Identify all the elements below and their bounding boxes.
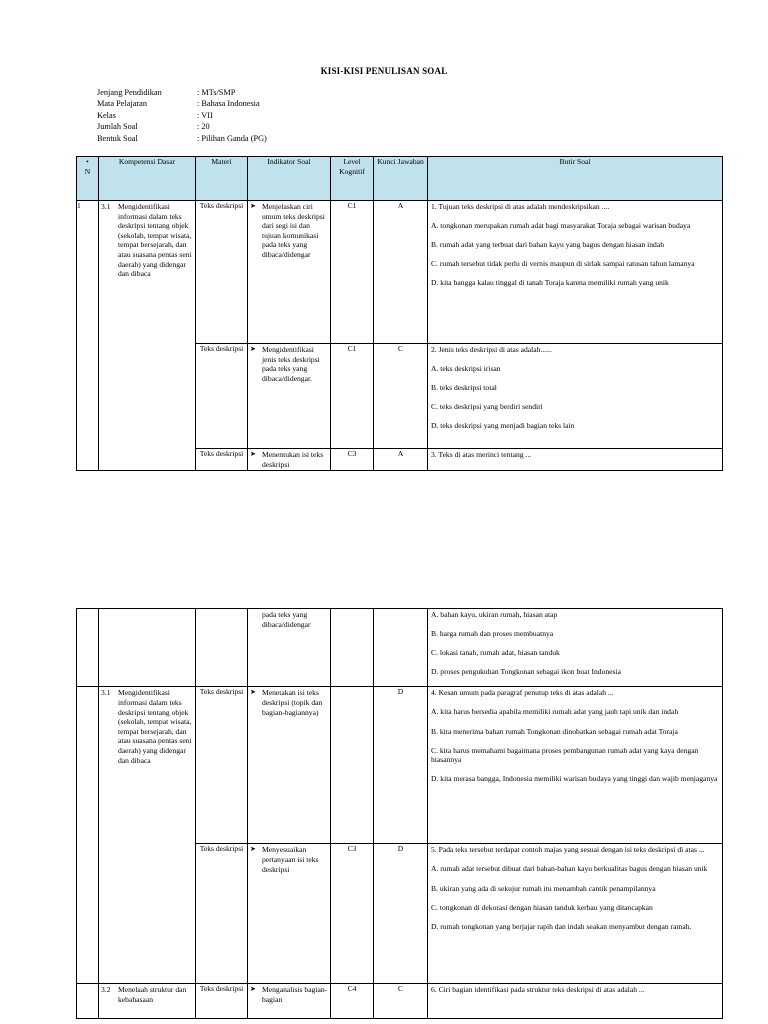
kd-text: Menelaah struktur dan kebahasaan bbox=[118, 985, 187, 1004]
header-level: Level Kognitif bbox=[331, 157, 374, 201]
header-indikator: Indikator Soal bbox=[248, 157, 331, 201]
option-text: C. tongkonan di dekorasi dengan hiasan tanduk kerbau yang ditancapkan bbox=[431, 902, 653, 912]
indikator-text: Menganalisis bagian-bagian bbox=[262, 985, 328, 1004]
indikator-text: pada teks yang dibaca/didengar bbox=[262, 610, 311, 629]
option-text: C. teks deskripsi yang berdiri sendiri bbox=[431, 402, 543, 412]
kunci-cell: D bbox=[374, 844, 428, 984]
question-text: 1. Tujuan teks deskripsi di atas adalah mendeskripsikan .... bbox=[431, 202, 610, 211]
butir-cell bbox=[428, 984, 723, 1019]
header-kunci: Kunci Jawaban bbox=[374, 157, 428, 201]
meta-key: Jenjang Pendidikan bbox=[97, 88, 162, 97]
table-row bbox=[77, 201, 723, 344]
kunci-cell: A bbox=[374, 449, 428, 471]
option-text: C. lokasi tanah, rumah adat, hiasan tanduk bbox=[431, 648, 560, 658]
option-text: A. teks deskripsi irisan bbox=[431, 364, 501, 374]
materi-cell: Teks deskripsi bbox=[196, 344, 248, 449]
indikator-text: Mengidentifikasi jenis teks deskripsi pada teks yang dibaca/didengar. bbox=[262, 345, 320, 383]
option-text: C. rumah tersebut tidak perlu di vernis maupun di sirlak sampai ratusan tahun lamanya bbox=[431, 259, 695, 269]
materi-cell: Teks deskripsi bbox=[196, 984, 248, 1019]
materi-cell: Teks deskripsi bbox=[196, 844, 248, 984]
question-text: 3. Teks di atas merinci tentang ... bbox=[431, 450, 532, 459]
option-text: B. kita menerima bahan rumah Tongkonan dinobatkan sebagai rumah adat Toraja bbox=[431, 726, 678, 736]
kd-number: 3.1 bbox=[101, 202, 111, 211]
kunci-cell: C bbox=[374, 984, 428, 1019]
option-text: A. bahan kayu, ukiran rumah, hiasan atap bbox=[431, 610, 558, 619]
option-text: D. rumah tongkonan yang berjajar rapih dan indah seakan menyambut dengan ramah. bbox=[431, 921, 692, 931]
question-text: 5. Pada teks tersebut terdapat contoh majas yang sesuai dengan isi teks deskripsi di atas ... bbox=[431, 845, 705, 855]
option-text: B. teks deskripsi total bbox=[431, 383, 497, 393]
kompetensi-cell bbox=[99, 984, 196, 1019]
materi-cell: Teks deskripsi bbox=[196, 201, 248, 344]
butir-cell bbox=[428, 687, 723, 844]
question-text: 2. Jenis teks deskripsi di atas adalah...... bbox=[431, 345, 552, 354]
level-cell: C4 bbox=[331, 984, 374, 1019]
indikator-cell bbox=[248, 844, 331, 984]
meta-value: : Bahasa Indonesia bbox=[197, 99, 260, 109]
level-cell bbox=[331, 687, 374, 844]
arrow-bullet-icon: ➤ bbox=[250, 202, 256, 210]
row-number bbox=[77, 609, 99, 687]
arrow-bullet-icon: ➤ bbox=[250, 985, 256, 994]
kunci-cell: D bbox=[374, 687, 428, 844]
table-row bbox=[77, 984, 723, 1019]
document-title: KISI-KISI PENULISAN SOAL bbox=[320, 66, 448, 76]
header-butir: Butir Soal bbox=[428, 157, 723, 201]
materi-cell: Teks deskripsi bbox=[196, 449, 248, 471]
indikator-cell bbox=[248, 449, 331, 471]
indikator-text: Menetakan isi teks deskripsi (topik dan bagian-bagiannya) bbox=[262, 688, 323, 717]
bullet-icon: • bbox=[86, 157, 89, 166]
indikator-cell bbox=[248, 201, 331, 344]
row-number bbox=[77, 687, 99, 984]
option-text: A. kita harus bersedia apabila memiliki rumah adat yang jauh tapi unik dan indah bbox=[431, 707, 679, 717]
kisi-table-page-2 bbox=[76, 608, 723, 1019]
kd-text: Mengidentifikasi informasi dalam teks deskripsi tentang objek (sekolah, tempat wisata, tempat bersejarah, dan atau suasana pentas seni daerah) yang didengar dan dibaca bbox=[118, 688, 192, 765]
meta-value: : Pilihan Ganda (PG) bbox=[197, 133, 267, 143]
level-cell bbox=[331, 609, 374, 687]
materi-cell bbox=[196, 609, 248, 687]
option-text: A. rumah adat tersebut dibuat dari bahan-bahan kayu berkualitas bagus dengan hiasan unik bbox=[431, 864, 708, 874]
arrow-bullet-icon: ➤ bbox=[250, 688, 256, 697]
option-text: A. tongkonan merupakan rumah adat bagi masyarakat Toraja sebagai warisan budaya bbox=[431, 221, 691, 231]
kompetensi-cell bbox=[99, 609, 196, 687]
meta-value: : 20 bbox=[197, 122, 210, 132]
kd-text: Mengidentifikasi informasi dalam teks deskripsi tentang objek (sekolah, tempat wisata, tempat bersejarah, dan atau suasana pentas seni daerah) yang didengar dan dibaca bbox=[118, 202, 192, 279]
butir-cell bbox=[428, 344, 723, 449]
arrow-bullet-icon: ➤ bbox=[250, 450, 256, 458]
indikator-cell bbox=[248, 344, 331, 449]
indikator-cell bbox=[248, 984, 331, 1019]
kunci-cell: A bbox=[374, 201, 428, 344]
indikator-text: Menyesuaikan pertanyaan isi teks deskripsi bbox=[262, 845, 319, 874]
document-meta bbox=[97, 87, 267, 144]
question-text: 4. Kesan umum pada paragraf penutup teks di atas adalah ... bbox=[431, 688, 614, 698]
meta-value: : MTs/SMP bbox=[197, 88, 236, 97]
arrow-bullet-icon: ➤ bbox=[250, 845, 256, 854]
table-row bbox=[77, 687, 723, 844]
kompetensi-cell bbox=[99, 687, 196, 984]
option-text: C. kita harus memahami bagaimana proses pembangunan rumah adat yang kaya dengan hiasannya bbox=[431, 745, 699, 765]
indikator-text: Menentukan isi teks deskripsi bbox=[262, 450, 324, 469]
row-number: 1 bbox=[77, 201, 99, 471]
question-text: 6. Ciri bagian identifikasi pada struktur teks deskripsi di atas adalah ... bbox=[431, 985, 645, 995]
level-cell: C3 bbox=[331, 449, 374, 471]
kunci-cell bbox=[374, 609, 428, 687]
header-materi: Materi bbox=[196, 157, 248, 201]
level-cell: C3 bbox=[331, 844, 374, 984]
table-row bbox=[77, 609, 723, 687]
meta-key: Mata Pelajaran bbox=[97, 99, 147, 109]
kompetensi-cell bbox=[99, 201, 196, 471]
indikator-text: Menjelaskan ciri umum teks deskripsi dari segi isi dan tujuan komunikasi pada teks yang dibaca/didengar bbox=[262, 202, 325, 259]
header-row bbox=[77, 157, 723, 201]
meta-key: Bentuk Soal bbox=[97, 133, 138, 143]
butir-cell bbox=[428, 609, 723, 687]
butir-cell bbox=[428, 449, 723, 471]
indikator-cell bbox=[248, 609, 331, 687]
option-text: D. kita bangga kalau tinggal di tanah Toraja karena memiliki rumah yang unik bbox=[431, 278, 669, 288]
meta-key: Kelas bbox=[97, 110, 116, 120]
option-text: B. harga rumah dan proses membuatnya bbox=[431, 629, 554, 639]
butir-cell bbox=[428, 844, 723, 984]
level-cell: C1 bbox=[331, 201, 374, 344]
header-no bbox=[77, 157, 99, 201]
option-text: D. kita merasa bangga, Indonesia memiliki warisan budaya yang tinggi dan wajib menjaganya bbox=[431, 774, 718, 784]
header-kompetensi: Kompetensi Dasar bbox=[99, 157, 196, 201]
butir-cell bbox=[428, 201, 723, 344]
arrow-bullet-icon: ➤ bbox=[250, 345, 256, 353]
kisi-table-page-1 bbox=[76, 156, 723, 471]
option-text: B. rumah adat yang terbuat dari bahan kayu yang bagus dengan hiasan indah bbox=[431, 240, 665, 250]
option-text: B. ukiran yang ada di sekujur rumah itu menambah cantik penampilannya bbox=[431, 883, 656, 893]
materi-cell: Teks deskripsi bbox=[196, 687, 248, 844]
header-no-label: N bbox=[84, 166, 91, 176]
kd-number: 3.1 bbox=[101, 688, 111, 698]
indikator-cell bbox=[248, 687, 331, 844]
kunci-cell: C bbox=[374, 344, 428, 449]
meta-value: : VII bbox=[197, 110, 213, 120]
meta-key: Jumlah Soal bbox=[97, 122, 138, 132]
row-number bbox=[77, 984, 99, 1019]
option-text: D. proses pengukuhan Tongkonan sebagai ikon buat Indonesia bbox=[431, 667, 621, 677]
kd-number: 3.2 bbox=[101, 985, 111, 995]
option-text: D. teks deskripsi yang menjadi bagian teks lain bbox=[431, 421, 575, 431]
level-cell: C1 bbox=[331, 344, 374, 449]
